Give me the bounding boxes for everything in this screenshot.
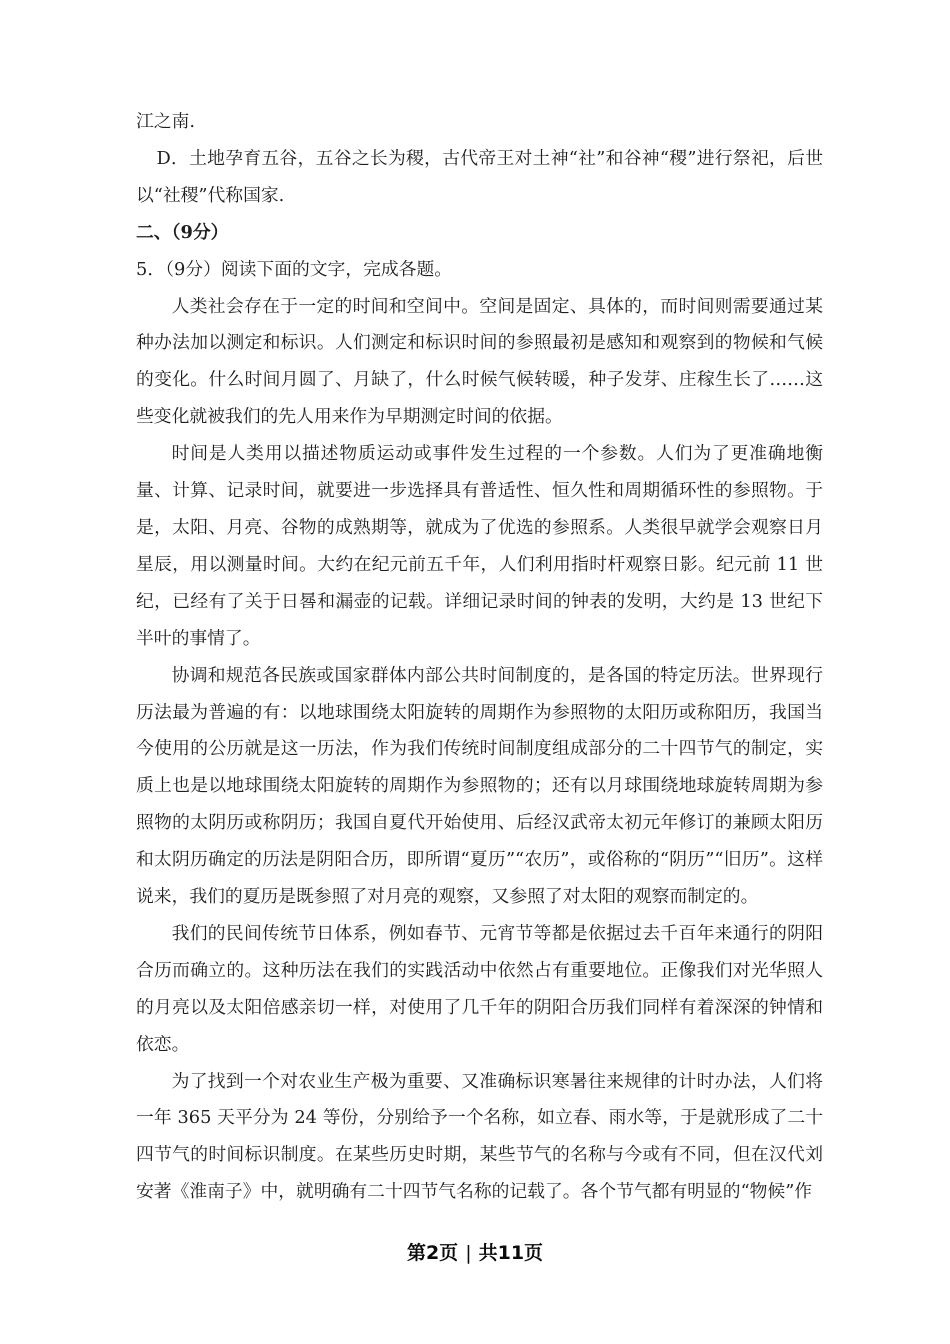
passage-paragraph-3: 协调和规范各民族或国家群体内部公共时间制度的，是各国的特定历法。世界现行历法最为普遍的有：以地球围绕太阳旋转的周期作为参照物的太阳历或称阳历，我国当今使用的公历就是这一历法，作为我们传统时间制度组成部分的二十四节气的制定，实质上也是以地球围绕太阳旋转的周期作为参照物的；还有以月球围绕地球旋转周期为参照物的太阴历或称阴历；我国自夏代开始使用、后经汉武帝太初元年修订的兼顾太阳历和太阴历确定的历法是阴阳合历，即所谓“夏历”“农历”，或俗称的“阴历”“旧历”。这样说来，我们的夏历是既参照了对月亮的观察，又参照了对太阳的观察而制定的。 xyxy=(136,664,823,908)
question-stem: 5．（9分）阅读下面的文字，完成各题。 xyxy=(136,258,453,280)
page-total: 共11页 xyxy=(478,1242,544,1264)
continuation-line: 江之南. xyxy=(136,111,195,132)
passage-paragraph-5: 为了找到一个对农业生产极为重要、又准确标识寒暑往来规律的计时办法，人们将一年 365 天平分为 24 等份，分别给予一个名称，如立春、雨水等，于是就形成了二十四节气的时间标识制度。在某些历史时期，某些节气的名称与今或有不同，但在汉代刘安著《淮南子》中，就明确有二十四节气名称的记载了。各个节气都有明显的“物候”作 xyxy=(136,1070,823,1203)
page-number: 第2页 xyxy=(406,1242,459,1264)
passage-paragraph-4: 我们的民间传统节日体系，例如春节、元宵节等都是依据过去千百年来通行的阴阳合历而确立的。这种历法在我们的实践活动中依然占有重要地位。正像我们对光华照人的月亮以及太阳倍感亲切一样，对使用了几千年的阴阳合历我们同样有着深深的钟情和依恋。 xyxy=(136,922,823,1055)
page-separator: | xyxy=(465,1242,472,1264)
passage-paragraph-1: 人类社会存在于一定的时间和空间中。空间是固定、具体的，而时间则需要通过某种办法加以测定和标识。人们测定和标识时间的参照最初是感知和观察到的物候和气候的变化。什么时间月圆了、月缺了，什么时候气候转暖，种子发芽、庄稼生长了……这些变化就被我们的先人用来作为早期测定时间的依据。 xyxy=(136,295,823,428)
page-footer xyxy=(0,1240,950,1266)
document-body xyxy=(136,104,823,1211)
passage-paragraph-2: 时间是人类用以描述物质运动或事件发生过程的一个参数。人们为了更准确地衡量、计算、记录时间，就要进一步选择具有普适性、恒久性和周期循环性的参照物。于是，太阳、月亮、谷物的成熟期等，就成为了优选的参照系。人类很早就学会观察日月星辰，用以测量时间。大约在纪元前五千年，人们利用指时杆观察日影。纪元前 11 世纪，已经有了关于日晷和漏壶的记载。详细记录时间的钟表的发明，大约是 13 世纪下半叶的事情了。 xyxy=(136,443,823,649)
option-d: D．土地孕育五谷，五谷之长为稷，古代帝王对土神“社”和谷神“稷”进行祭祀，后世以“社稷”代称国家. xyxy=(136,147,823,206)
section-heading: 二、（9分） xyxy=(136,221,229,243)
